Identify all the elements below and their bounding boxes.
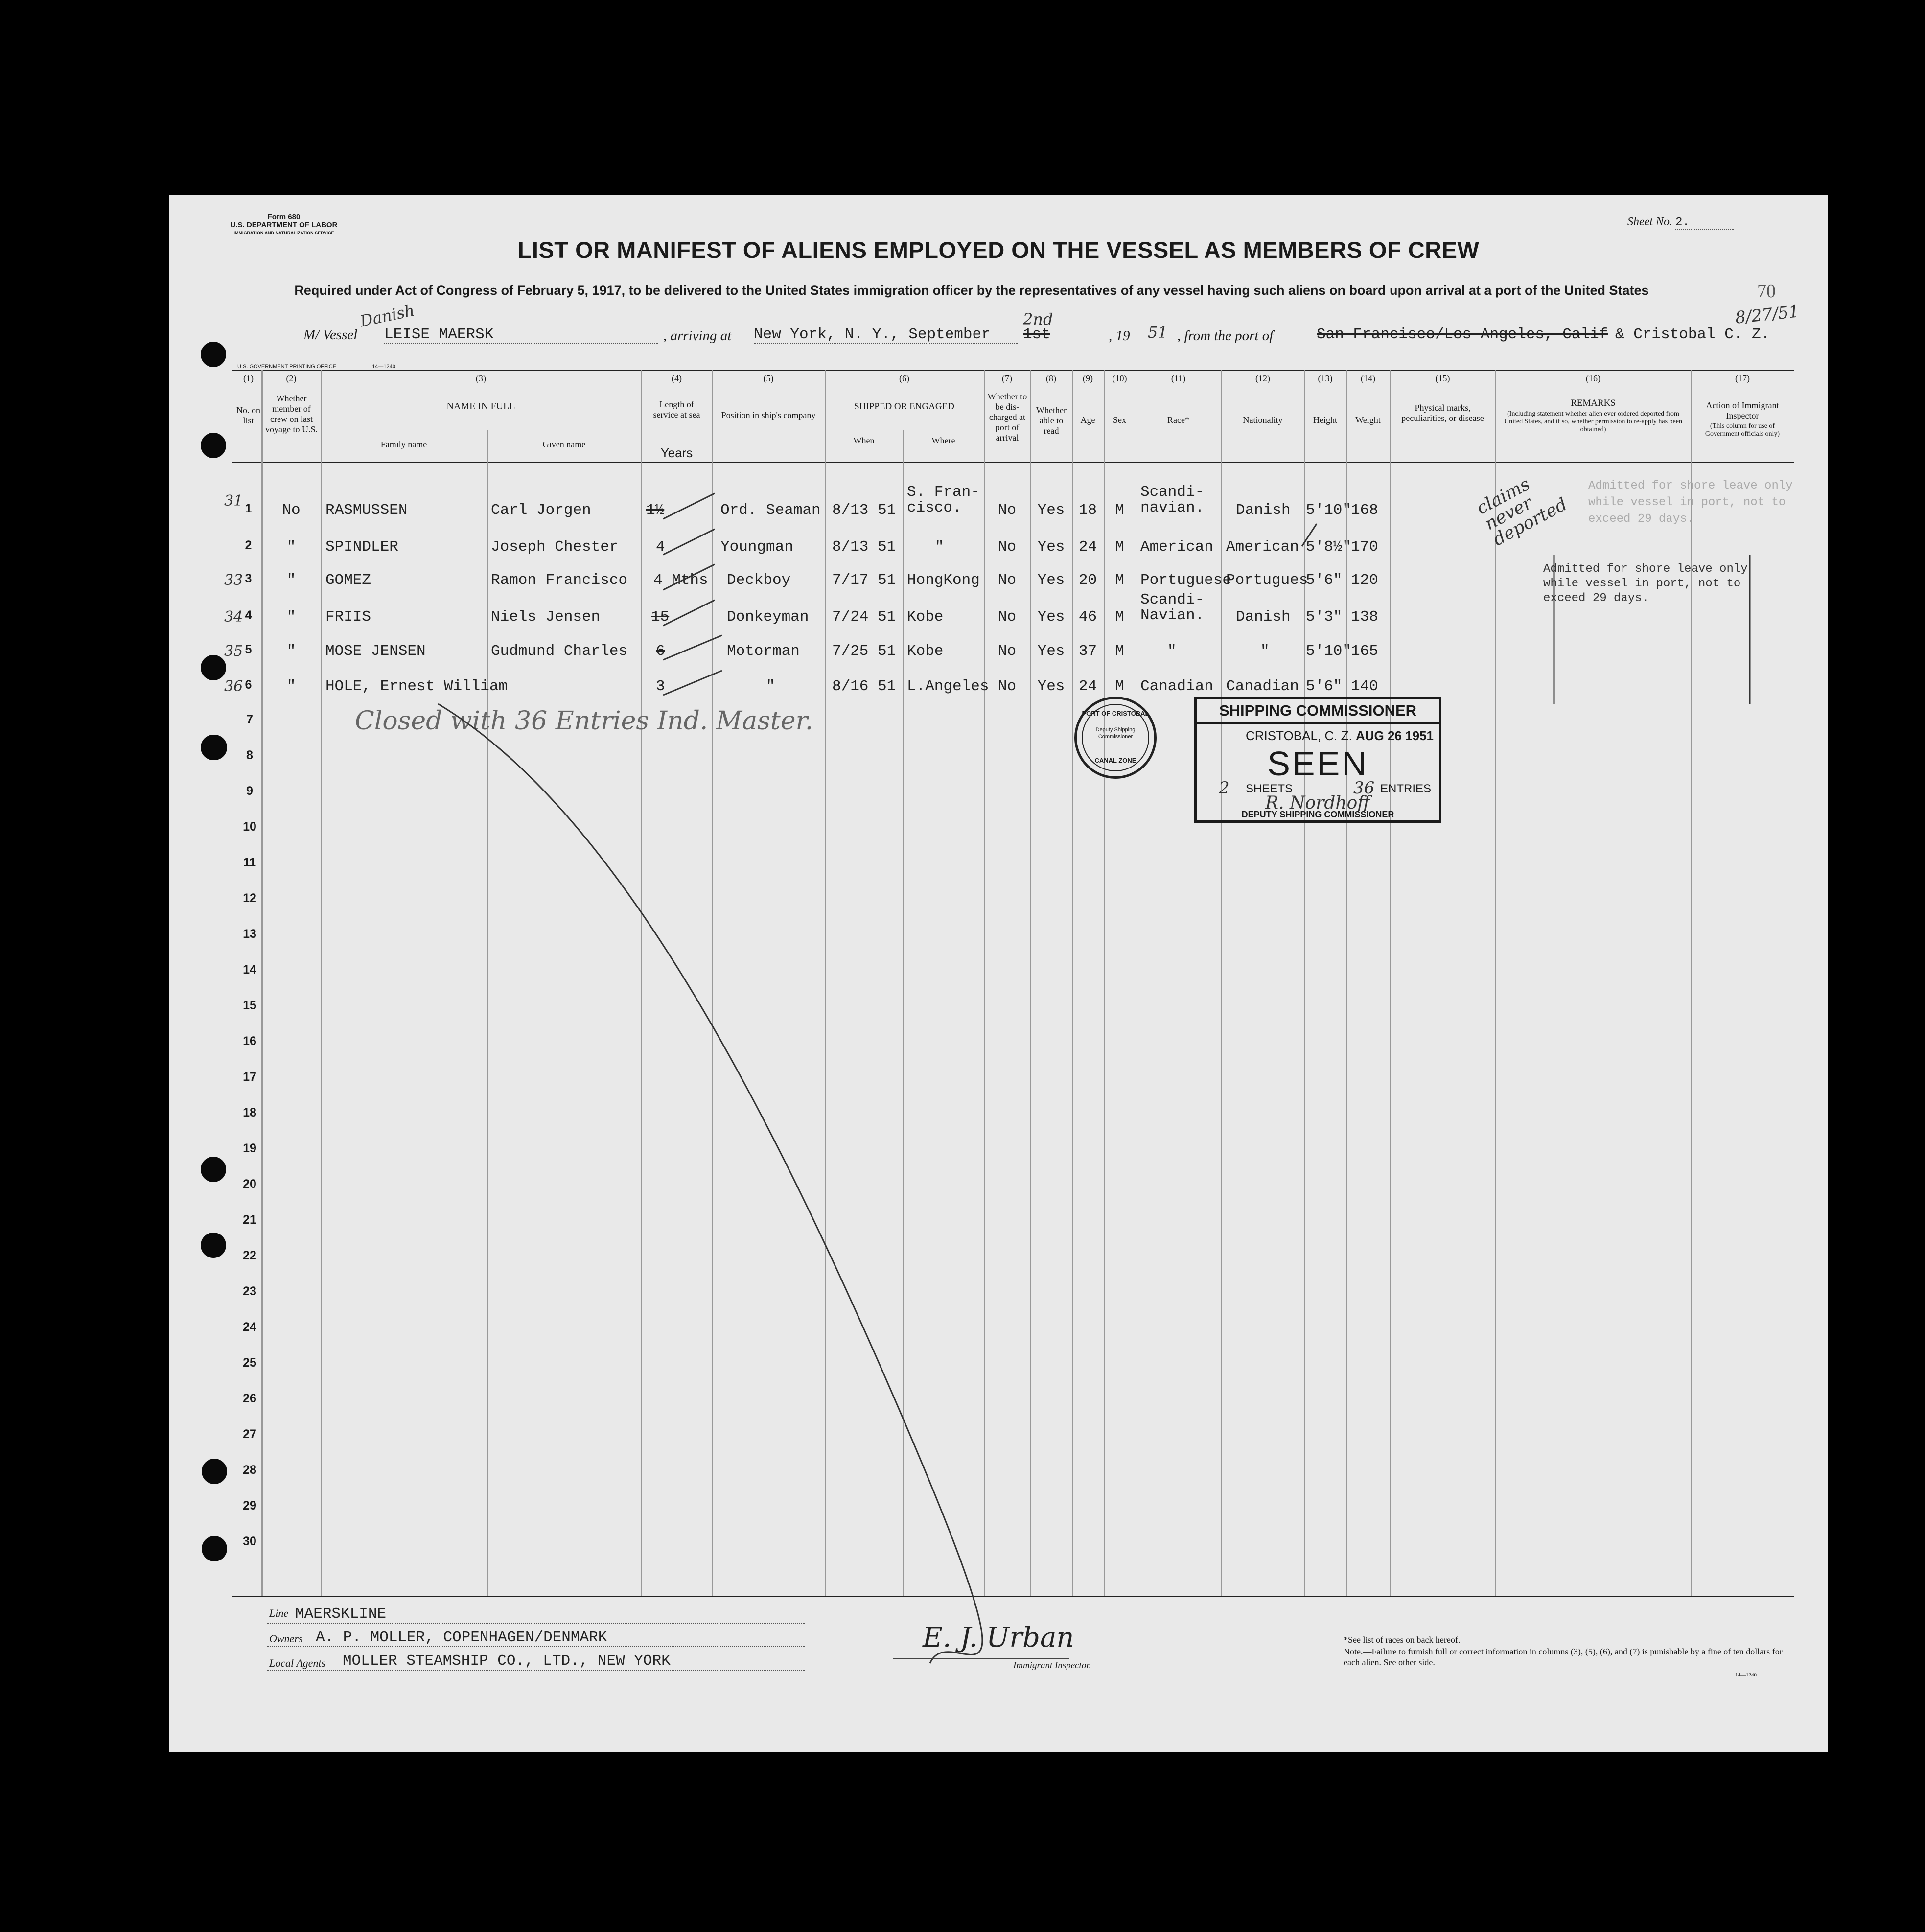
cell-when: 8/16 51 [832, 678, 896, 695]
row-margin-number: 31 [224, 492, 243, 510]
cell-given-name: Joseph Chester [491, 538, 619, 556]
page-subtitle: Required under Act of Congress of February 5, 1917, to be delivered to the United States immigration officer by the representatives of any vessel having such aliens on board upon arrival at a port of the United States [294, 283, 1649, 298]
cell-when: 7/17 51 [832, 572, 896, 589]
col-num-2: (2) [286, 373, 297, 383]
cell-sex: M [1115, 538, 1124, 556]
cell-weight: 165 [1351, 643, 1378, 660]
cell-read: Yes [1037, 538, 1065, 556]
nationality-check [1302, 524, 1317, 546]
cell-last-voyage: " [286, 538, 296, 556]
col-header-sex: Sex [1113, 415, 1126, 425]
row-number: 22 [243, 1249, 256, 1262]
cell-family-name: HOLE, Ernest William [325, 678, 508, 695]
col-header-family-name: Family name [380, 440, 427, 449]
sheet-value: 2. [1675, 216, 1734, 230]
col-header-shipped: SHIPPED OR ENGAGED [854, 401, 954, 412]
cell-sex: M [1115, 572, 1124, 589]
cell-race: Canadian [1140, 678, 1213, 695]
cell-service: 4 [656, 538, 665, 556]
cell-service: 6 [656, 643, 665, 660]
col-num-10: (10) [1112, 373, 1127, 383]
row-number: 28 [243, 1463, 256, 1477]
commissioner-seen: SEEN [1267, 745, 1368, 783]
row-margin-number: 35 [224, 643, 243, 660]
col-header-read: Whether able to read [1036, 405, 1067, 436]
row-number: 3 [245, 572, 252, 585]
col-num-16: (16) [1586, 373, 1600, 383]
cell-read: Yes [1037, 502, 1065, 519]
cell-sex: M [1115, 502, 1124, 519]
inspector-label: Immigrant Inspector. [1013, 1660, 1091, 1671]
row-number: 1 [245, 502, 252, 515]
agents-value: MOLLER STEAMSHIP CO., LTD., NEW YORK [267, 1653, 805, 1671]
owners-label: Owners [269, 1632, 303, 1645]
year-value: 51 [1148, 323, 1168, 342]
cell-discharged: No [997, 538, 1017, 556]
row-number: 23 [243, 1284, 256, 1298]
commissioner-date: AUG 26 1951 [1356, 728, 1434, 743]
col-header-given-name: Given name [542, 440, 586, 449]
cell-read: Yes [1037, 572, 1065, 589]
commissioner-stamp [1194, 697, 1441, 823]
remark-row3: Admitted for shore leave only while vessel in port, not to exceed 29 days. [1543, 562, 1748, 605]
col-header-age: Age [1080, 415, 1095, 425]
cell-where: Kobe [907, 608, 944, 626]
row-number: 21 [243, 1213, 256, 1227]
entries-value: 36 [1353, 778, 1375, 798]
cell-weight: 168 [1351, 502, 1378, 519]
cell-given-name: Niels Jensen [491, 608, 601, 626]
line-label: Line [269, 1607, 289, 1619]
col-header-years: Years [660, 445, 693, 460]
row-number: 4 [245, 608, 252, 622]
col-num-5: (5) [763, 373, 774, 383]
cell-sex: M [1115, 678, 1124, 695]
port-struck: San Francisco/Los Angeles, Calif [1317, 326, 1608, 343]
col-num-6: (6) [899, 373, 909, 383]
cell-when: 7/24 51 [832, 608, 896, 626]
col-header-action-note: (This column for use of Government officials only) [1705, 422, 1780, 438]
arrival-date-handwritten: 2nd [1023, 310, 1053, 328]
commissioner-location: CRISTOBAL, C. Z. [1246, 728, 1352, 743]
date-note: 8/27/51 [1734, 302, 1800, 328]
commissioner-signature: R. Nordhoff [1265, 793, 1370, 813]
col-header-physical: Physical marks, peculiarities, or disease [1401, 403, 1484, 423]
cell-last-voyage: No [282, 502, 301, 519]
cell-race: Portuguese [1140, 572, 1232, 589]
cell-position: Ord. Seaman [720, 502, 821, 519]
from-label: , from the port of [1177, 328, 1274, 344]
footer-note-races: *See list of races on back hereof. [1344, 1635, 1461, 1645]
cell-last-voyage: " [286, 608, 296, 626]
cell-family-name: MOSE JENSEN [325, 643, 426, 660]
cell-nationality: Portugues [1226, 572, 1308, 589]
row-margin-number: 33 [224, 572, 243, 589]
cell-sex: M [1115, 608, 1124, 626]
cell-age: 24 [1078, 678, 1097, 695]
row-number: 29 [243, 1499, 256, 1513]
cell-age: 20 [1078, 572, 1097, 589]
sheets-value: 2 [1219, 778, 1229, 798]
col-header-name: NAME IN FULL [446, 401, 515, 412]
cell-weight: 170 [1351, 538, 1378, 556]
cell-when: 8/13 51 [832, 538, 896, 556]
col-header-position: Position in ship's company [721, 410, 816, 420]
row-number: 24 [243, 1320, 256, 1334]
row-number: 11 [243, 856, 256, 869]
cell-position: Donkeyman [727, 608, 809, 626]
cell-where: Kobe [907, 643, 944, 660]
cell-where: HongKong [907, 572, 980, 589]
manifest-page [169, 195, 1828, 1752]
col-num-14: (14) [1361, 373, 1375, 383]
cell-service: 3 [656, 678, 665, 695]
row-number: 27 [243, 1427, 256, 1441]
cell-service: 4 Mths [653, 572, 708, 589]
arriving-value: New York, N. Y., September [754, 326, 1018, 344]
row-number: 16 [243, 1034, 256, 1048]
cell-position: Motorman [727, 643, 800, 660]
col-num-17: (17) [1735, 373, 1750, 383]
cell-last-voyage: " [286, 572, 296, 589]
cell-age: 37 [1078, 643, 1097, 660]
cell-height: 5'3" [1306, 608, 1343, 626]
sheets-label: SHEETS [1246, 782, 1293, 795]
cell-discharged: No [997, 678, 1017, 695]
col-header-remarks: REMARKS [1571, 398, 1616, 408]
department-name: U.S. DEPARTMENT OF LABOR [230, 221, 338, 229]
arriving-label: , arriving at [663, 328, 732, 344]
entries-label: ENTRIES [1380, 782, 1432, 795]
row-number: 6 [245, 678, 252, 692]
port-stamp-middle: Deputy Shipping Commissioner [1095, 727, 1136, 740]
cell-where: " [935, 538, 944, 556]
cell-height: 5'10" [1306, 502, 1352, 519]
service-name: IMMIGRATION AND NATURALIZATION SERVICE [233, 231, 334, 235]
cell-discharged: No [997, 643, 1017, 660]
cell-family-name: SPINDLER [325, 538, 398, 556]
close-line [438, 704, 982, 1663]
cell-race: Scandi- Navian. [1140, 591, 1205, 624]
col-num-15: (15) [1435, 373, 1450, 383]
cell-position: Deckboy [727, 572, 791, 589]
vessel-prefix: M/ [303, 327, 320, 343]
row-number: 7 [246, 713, 253, 726]
cell-race: American [1140, 538, 1213, 556]
cell-nationality: American [1226, 538, 1299, 556]
service-strike-4 [663, 600, 715, 626]
cell-service: 15 [651, 608, 670, 626]
row-margin-number: 36 [224, 678, 243, 695]
cell-discharged: No [997, 572, 1017, 589]
form-number: Form 680 [267, 213, 301, 221]
cell-when: 7/25 51 [832, 643, 896, 660]
col-num-7: (7) [1002, 373, 1012, 383]
cell-read: Yes [1037, 678, 1065, 695]
cell-when: 8/13 51 [832, 502, 896, 519]
cell-position: " [766, 678, 775, 695]
closed-note: Closed with 36 Entries Ind. Master. [355, 706, 813, 736]
cell-discharged: No [997, 608, 1017, 626]
cell-nationality: " [1260, 643, 1270, 660]
footer-note-penalty: Note.—Failure to furnish full or correct information in columns (3), (5), (6), and (7) is punishable by a fine of ten dollars for each alien. See other side. [1344, 1647, 1783, 1667]
port-value: & Cristobal C. Z. [1615, 326, 1770, 343]
handwritten-remark: claims never deported [1473, 474, 1571, 550]
vessel-label: Vessel [323, 327, 358, 343]
cell-position: Youngman [720, 538, 793, 556]
commissioner-footer: DEPUTY SHIPPING COMMISSIONER [1241, 810, 1394, 819]
year-prefix: , 19 [1109, 328, 1130, 344]
col-header-height: Height [1313, 415, 1337, 425]
cell-age: 24 [1078, 538, 1097, 556]
footer-print-code: 14—1240 [1735, 1672, 1757, 1678]
col-header-last-voyage: Whether member of crew on last voyage to U.S. [265, 394, 318, 434]
cell-race: Scandi- navian. [1140, 484, 1205, 516]
col-header-when: When [853, 436, 875, 445]
cell-weight: 120 [1351, 572, 1378, 589]
owners-value: A. P. MOLLER, COPENHAGEN/DENMARK [267, 1629, 805, 1647]
cell-nationality: Danish [1236, 502, 1291, 519]
col-num-8: (8) [1046, 373, 1056, 383]
col-num-4: (4) [672, 373, 682, 383]
inspector-signature: E. J. Urban [923, 1622, 1074, 1653]
cell-height: 5'8½" [1306, 538, 1352, 556]
cell-where: L.Angeles [907, 678, 989, 695]
col-num-12: (12) [1255, 373, 1270, 383]
col-header-no: No. on list [236, 405, 260, 425]
row-number: 26 [243, 1392, 256, 1405]
row-number: 30 [243, 1535, 256, 1548]
strike-marks [169, 195, 1828, 1752]
row-number: 18 [243, 1106, 256, 1119]
port-stamp-top: PORT OF CRISTOBAL [1082, 710, 1149, 717]
service-strike-5 [663, 635, 722, 660]
row-number: 12 [243, 891, 256, 905]
page-title: LIST OR MANIFEST OF ALIENS EMPLOYED ON THE VESSEL AS MEMBERS OF CREW [517, 237, 1480, 263]
margin-number: 70 [1757, 281, 1776, 302]
col-header-weight: Weight [1355, 415, 1381, 425]
col-num-11: (11) [1171, 373, 1186, 383]
service-strike-1 [663, 493, 715, 519]
cell-read: Yes [1037, 643, 1065, 660]
inspector-signature-rule [893, 1658, 1069, 1659]
sheet-label: Sheet No. [1627, 215, 1672, 228]
cell-height: 5'6" [1306, 572, 1343, 589]
row-number: 13 [243, 927, 256, 941]
printing-office-label: U.S. GOVERNMENT PRINTING OFFICE [237, 364, 337, 370]
row-number: 9 [246, 784, 253, 798]
col-num-3: (3) [476, 373, 486, 383]
cell-family-name: FRIIS [325, 608, 371, 626]
col-num-9: (9) [1083, 373, 1093, 383]
row-number: 14 [243, 963, 256, 977]
col-header-remarks-note: (Including statement whether alien ever ordered deported from United States, and if so, whether permission to re-apply has been obtained) [1504, 410, 1682, 433]
service-strike-2 [663, 529, 715, 555]
row-number: 10 [243, 820, 256, 834]
row-number: 15 [243, 999, 256, 1012]
row-number: 8 [246, 748, 253, 762]
col-header-action: Action of Immigrant Inspector [1706, 400, 1779, 420]
service-strike-3 [663, 564, 715, 590]
line-value: MAERSKLINE [267, 1606, 805, 1624]
cell-given-name: Carl Jorgen [491, 502, 591, 519]
arrival-date-struck: 1st [1023, 326, 1050, 343]
cell-family-name: RASMUSSEN [325, 502, 408, 519]
cell-age: 46 [1078, 608, 1097, 626]
agents-label: Local Agents [269, 1657, 326, 1669]
row-number: 17 [243, 1070, 256, 1084]
col-header-where: Where [931, 436, 955, 445]
col-header-nationality: Nationality [1243, 415, 1283, 425]
cell-weight: 140 [1351, 678, 1378, 695]
cell-last-voyage: " [286, 678, 296, 695]
cell-where: S. Fran- cisco. [907, 484, 980, 516]
row-number: 2 [245, 538, 252, 552]
vessel-name: LEISE MAERSK [384, 326, 658, 344]
row-margin-number: 34 [224, 608, 243, 626]
cell-height: 5'6" [1306, 678, 1343, 695]
port-stamp [1074, 697, 1157, 779]
service-strike-6 [663, 671, 722, 695]
cell-discharged: No [997, 502, 1017, 519]
row-number: 25 [243, 1356, 256, 1370]
cell-family-name: GOMEZ [325, 572, 371, 589]
cell-read: Yes [1037, 608, 1065, 626]
cell-service: 1½ [646, 502, 665, 519]
cell-nationality: Canadian [1226, 678, 1299, 695]
cell-given-name: Ramon Francisco [491, 572, 628, 589]
col-num-13: (13) [1318, 373, 1333, 383]
printing-code: 14—1240 [372, 364, 395, 370]
cell-race: " [1167, 643, 1177, 660]
row-number: 20 [243, 1177, 256, 1191]
port-stamp-bottom: CANAL ZONE [1094, 757, 1136, 764]
row-number: 5 [245, 643, 252, 656]
col-num-1: (1) [243, 373, 254, 383]
remark-row1: Admitted for shore leave only while vessel in port, not to exceed 29 days. [1588, 479, 1793, 526]
commissioner-title: SHIPPING COMMISSIONER [1219, 702, 1417, 719]
col-header-service: Length of service at sea [653, 399, 700, 419]
col-header-race: Race* [1167, 415, 1189, 425]
col-header-discharged: Whether to be dis-charged at port of arrival [987, 392, 1027, 442]
vessel-annotation: Danish [358, 301, 417, 331]
cell-weight: 138 [1351, 608, 1378, 626]
cell-last-voyage: " [286, 643, 296, 660]
cell-height: 5'10" [1306, 643, 1352, 660]
cell-given-name: Gudmund Charles [491, 643, 628, 660]
cell-sex: M [1115, 643, 1124, 660]
row-number: 19 [243, 1141, 256, 1155]
cell-nationality: Danish [1236, 608, 1291, 626]
cell-age: 18 [1078, 502, 1097, 519]
